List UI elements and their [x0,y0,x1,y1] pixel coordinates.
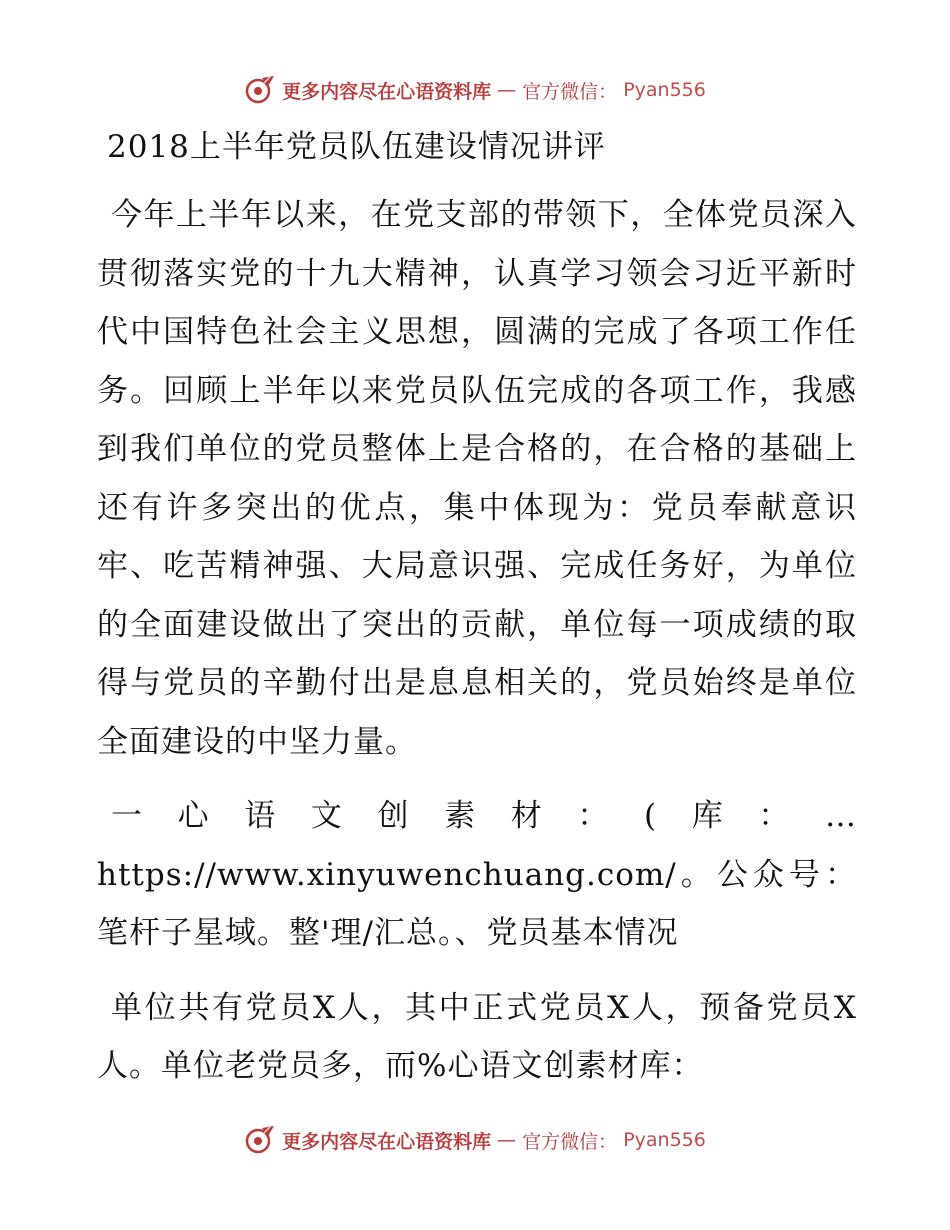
footer-watermark [0,1120,950,1160]
document-title: 2018上半年党员队伍建设情况讲评 [107,129,606,165]
quill-logo-icon [244,74,276,106]
watermark-separator: — [497,79,517,101]
watermark-brand: 更多内容尽在心语资料库 [282,80,492,103]
watermark-wechat-label: 官方微信： [522,80,618,103]
paragraph-source: 一心语文创素材：(库：…https://www.xinyuwenchuang.com/。公众号：笔杆子星域。整'理/汇总。、党员基本情况 [97,798,857,951]
watermark-wechat-id: Pyan556 [623,79,706,101]
watermark-brand: 更多内容尽在心语资料库 [282,1130,492,1153]
watermark-separator: — [497,1129,517,1151]
paragraph-intro: 今年上半年以来，在党支部的带领下，全体党员深入贯彻落实党的十九大精神，认真学习领会习近平新时代中国特色社会主义思想，圆满的完成了各项工作任务。回顾上半年以来党员队伍完成的各项工作，我感到我们单位的党员整体上是合格的，在合格的基础上还有许多突出的优点，集中体现为：党员奉献意识牢、吃苦精神强、大局意识强、完成任务好，为单位的全面建设做出了突出的贡献，单位每一项成绩的取得与党员的辛勤付出是息息相关的，党员始终是单位全面建设的中坚力量。 [97,197,857,760]
header-watermark [0,70,950,110]
paragraph-basic-info: 单位共有党员X人，其中正式党员X人，预备党员X人。单位老党员多，而%心语文创素材库： [97,989,857,1084]
watermark-wechat-id: Pyan556 [623,1129,706,1151]
quill-logo-icon [244,1124,276,1156]
document-body [97,120,857,1112]
watermark-wechat-label: 官方微信： [522,1130,618,1153]
